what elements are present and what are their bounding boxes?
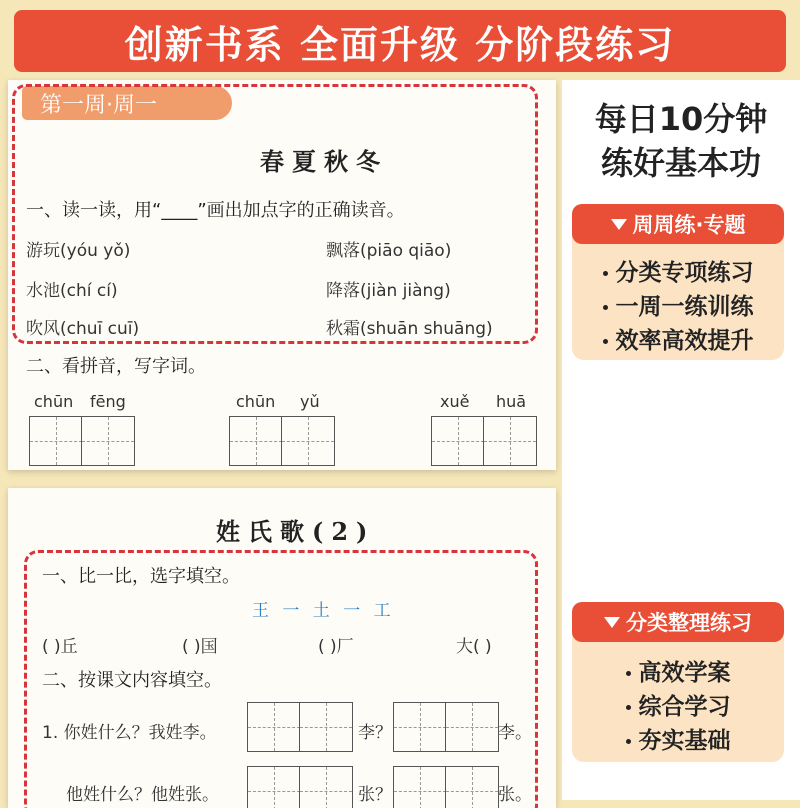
- writing-grid[interactable]: [394, 766, 499, 808]
- question-2: 二、按课文内容填空。: [42, 670, 222, 691]
- word-item: 水池(chí cí): [26, 281, 118, 301]
- fill-text: 张。: [498, 785, 532, 805]
- feature-panel: [562, 80, 800, 800]
- question-1: 一、读一读，用“____”画出加点字的正确读音。: [26, 200, 405, 221]
- card-item: 效率高效提升: [572, 322, 784, 355]
- blank-item: ( )厂: [318, 637, 354, 657]
- bullet-icon: [603, 271, 608, 276]
- week-tab: 第一周·周一: [22, 86, 232, 120]
- pinyin-label: fēng: [90, 392, 126, 411]
- card-title: 周周练·专题: [632, 213, 746, 237]
- fill-text: 李？: [358, 723, 392, 743]
- question-1: 一、比一比，选字填空。: [42, 566, 240, 587]
- blank-item: ( )丘: [42, 637, 78, 657]
- card-title-pill: [572, 602, 784, 642]
- question-2: 二、看拼音，写字词。: [26, 356, 206, 377]
- word-item: 吹风(chuī cuī): [26, 319, 140, 339]
- writing-grid[interactable]: [248, 702, 353, 752]
- pinyin-label: xuě: [440, 392, 470, 411]
- pinyin-label: huā: [496, 392, 527, 411]
- fill-text: 李。: [498, 723, 532, 743]
- card-item: 分类专项练习: [572, 254, 784, 287]
- writing-grid[interactable]: [230, 416, 335, 466]
- fill-line: 他姓什么？他姓张。: [66, 785, 219, 805]
- blank-item: 大( ): [456, 637, 492, 657]
- fill-line: 1. 你姓什么？我姓李。: [42, 723, 217, 743]
- writing-grid[interactable]: [30, 416, 135, 466]
- card-title: 分类整理练习: [626, 611, 752, 635]
- word-item: 游玩(yóu yǒ): [26, 241, 131, 261]
- panel-heading-2: 练好基本功: [600, 144, 761, 182]
- writing-grid[interactable]: [432, 416, 537, 466]
- lesson-title: 姓氏歌(2): [216, 517, 376, 546]
- writing-grid[interactable]: [394, 702, 499, 752]
- card-item: 夯实基础: [572, 722, 784, 755]
- bullet-icon: [626, 671, 631, 676]
- options-line: 王 一 土 一 工: [252, 601, 395, 621]
- card-item: 综合学习: [572, 688, 784, 721]
- word-item: 秋霜(shuān shuāng): [326, 319, 493, 339]
- bullet-icon: [626, 739, 631, 744]
- triangle-down-icon: [611, 219, 627, 230]
- feature-card-2: [572, 602, 784, 762]
- pinyin-label: yǔ: [300, 392, 320, 411]
- worksheet-page-1: [8, 80, 556, 470]
- writing-grid[interactable]: [248, 766, 353, 808]
- card-item: 高效学案: [572, 654, 784, 687]
- top-banner: 创新书系 全面升级 分阶段练习: [14, 10, 786, 72]
- panel-heading-1: 每日10分钟: [594, 100, 768, 138]
- worksheet-page-2: [8, 488, 556, 808]
- card-item: 一周一练训练: [572, 288, 784, 321]
- word-item: 降落(jiàn jiàng): [326, 281, 451, 301]
- pinyin-label: chūn: [34, 392, 74, 411]
- fill-text: 张？: [358, 785, 392, 805]
- bullet-icon: [626, 705, 631, 710]
- pinyin-label: chūn: [236, 392, 276, 411]
- feature-card-1: [572, 204, 784, 360]
- bullet-icon: [603, 339, 608, 344]
- triangle-down-icon: [604, 617, 620, 628]
- bullet-icon: [603, 305, 608, 310]
- lesson-title: 春夏秋冬: [260, 147, 388, 176]
- blank-item: ( )国: [182, 637, 218, 657]
- word-item: 飘落(piāo qiāo): [326, 241, 452, 261]
- card-title-pill: [572, 204, 784, 244]
